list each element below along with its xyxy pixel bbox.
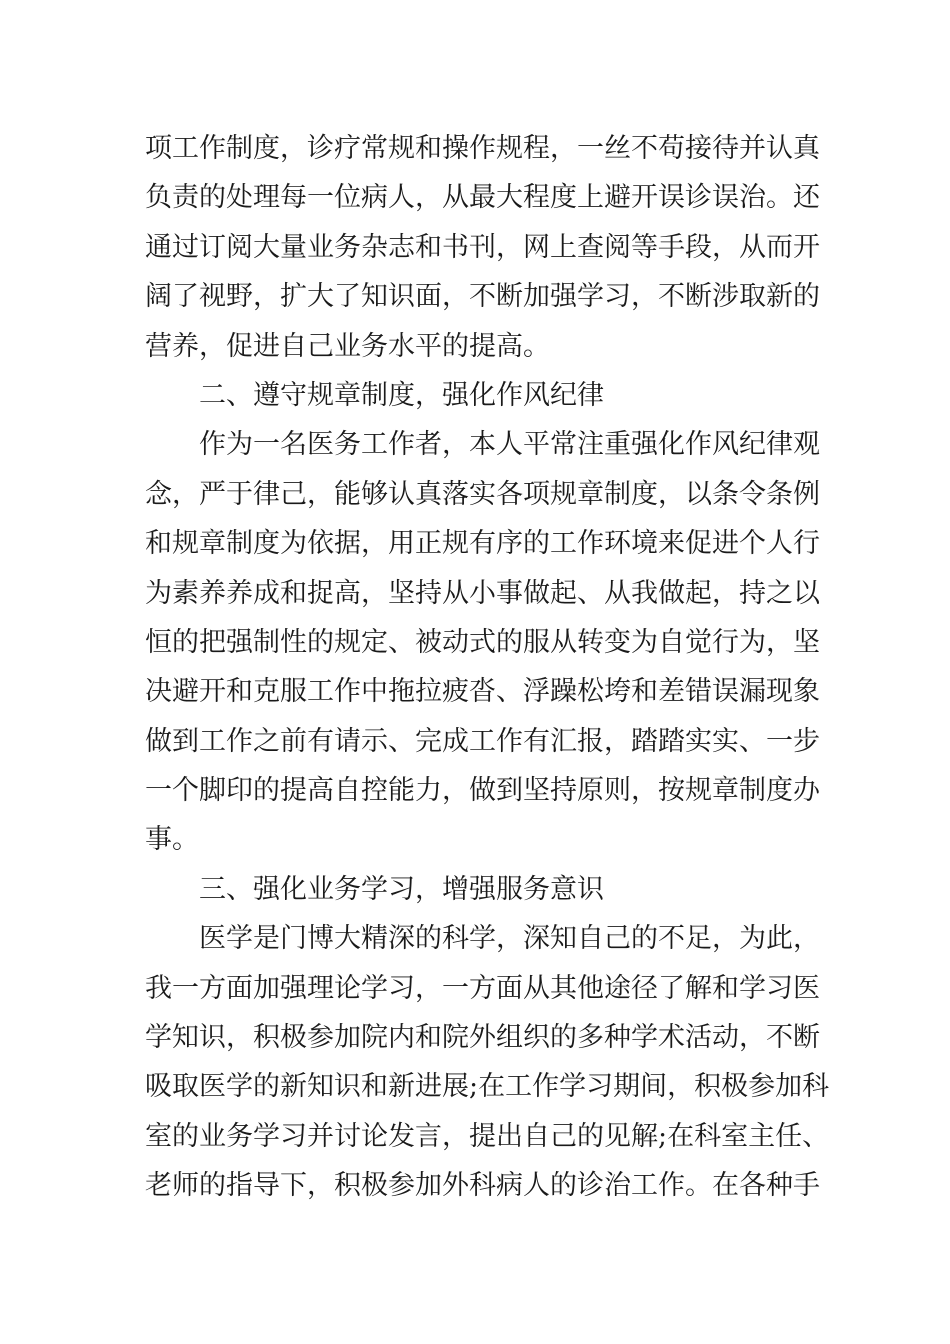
paragraph: [145, 124, 820, 371]
text-line: 恒的把强制性的规定、被动式的服从转变为自觉行为，坚: [145, 626, 820, 658]
text-line: 作为一名医务工作者，本人平常注重强化作风纪律观: [199, 429, 820, 461]
text-line: 项工作制度，诊疗常规和操作规程，一丝不苟接待并认真: [145, 133, 820, 164]
text-line: 做到工作之前有请示、完成工作有汇报，踏踏实实、一步: [145, 725, 820, 757]
heading-text: 三、强化业务学习，增强服务意识: [199, 873, 604, 905]
heading-text: 二、遵守规章制度，强化作风纪律: [199, 379, 604, 411]
text-line: 室的业务学习并讨论发言，提出自己的见解;在科室主任、: [145, 1120, 830, 1152]
section-heading: [145, 371, 810, 420]
text-line: 营养，促进自己业务水平的提高。: [145, 330, 550, 362]
text-line: 老师的指导下，积极参加外科病人的诊治工作。在各种手: [145, 1170, 820, 1202]
document-body: [145, 124, 830, 1211]
paragraph: [145, 420, 820, 865]
text-line: 医学是门博大精深的科学，深知自己的不足，为此，: [199, 923, 820, 955]
text-line: 学知识，积极参加院内和院外组织的多种学术活动，不断: [145, 1022, 820, 1054]
text-line: 一个脚印的提高自控能力，做到坚持原则，按规章制度办: [145, 775, 820, 807]
text-line: 通过订阅大量业务杂志和书刊，网上查阅等手段，从而开: [145, 231, 820, 263]
text-line: 为素养养成和捉高，坚持从小事做起、从我做起，持之以: [145, 577, 820, 609]
text-line: 和规章制度为依据，用正规有序的工作环境来促进个人行: [145, 528, 820, 560]
paragraph: [145, 914, 830, 1210]
text-line: 念，严于律己，能够认真落实各项规章制度，以条令条例: [145, 478, 820, 510]
text-line: 负责的处理每一位病人，从最大程度上避开误诊误治。还: [145, 182, 820, 214]
text-line: 阔了视野，扩大了知识面，不断加强学习，不断涉取新的: [145, 281, 820, 313]
text-line: 事。: [145, 824, 199, 856]
section-heading: [145, 865, 810, 914]
text-line: 吸取医学的新知识和新进展;在工作学习期间，积极参加科: [145, 1071, 830, 1103]
text-line: 决避开和克服工作中拖拉疲沓、浮躁松垮和差错误漏现象: [145, 676, 820, 708]
text-line: 我一方面加强理论学习，一方面从其他途径了解和学习医: [145, 972, 820, 1004]
